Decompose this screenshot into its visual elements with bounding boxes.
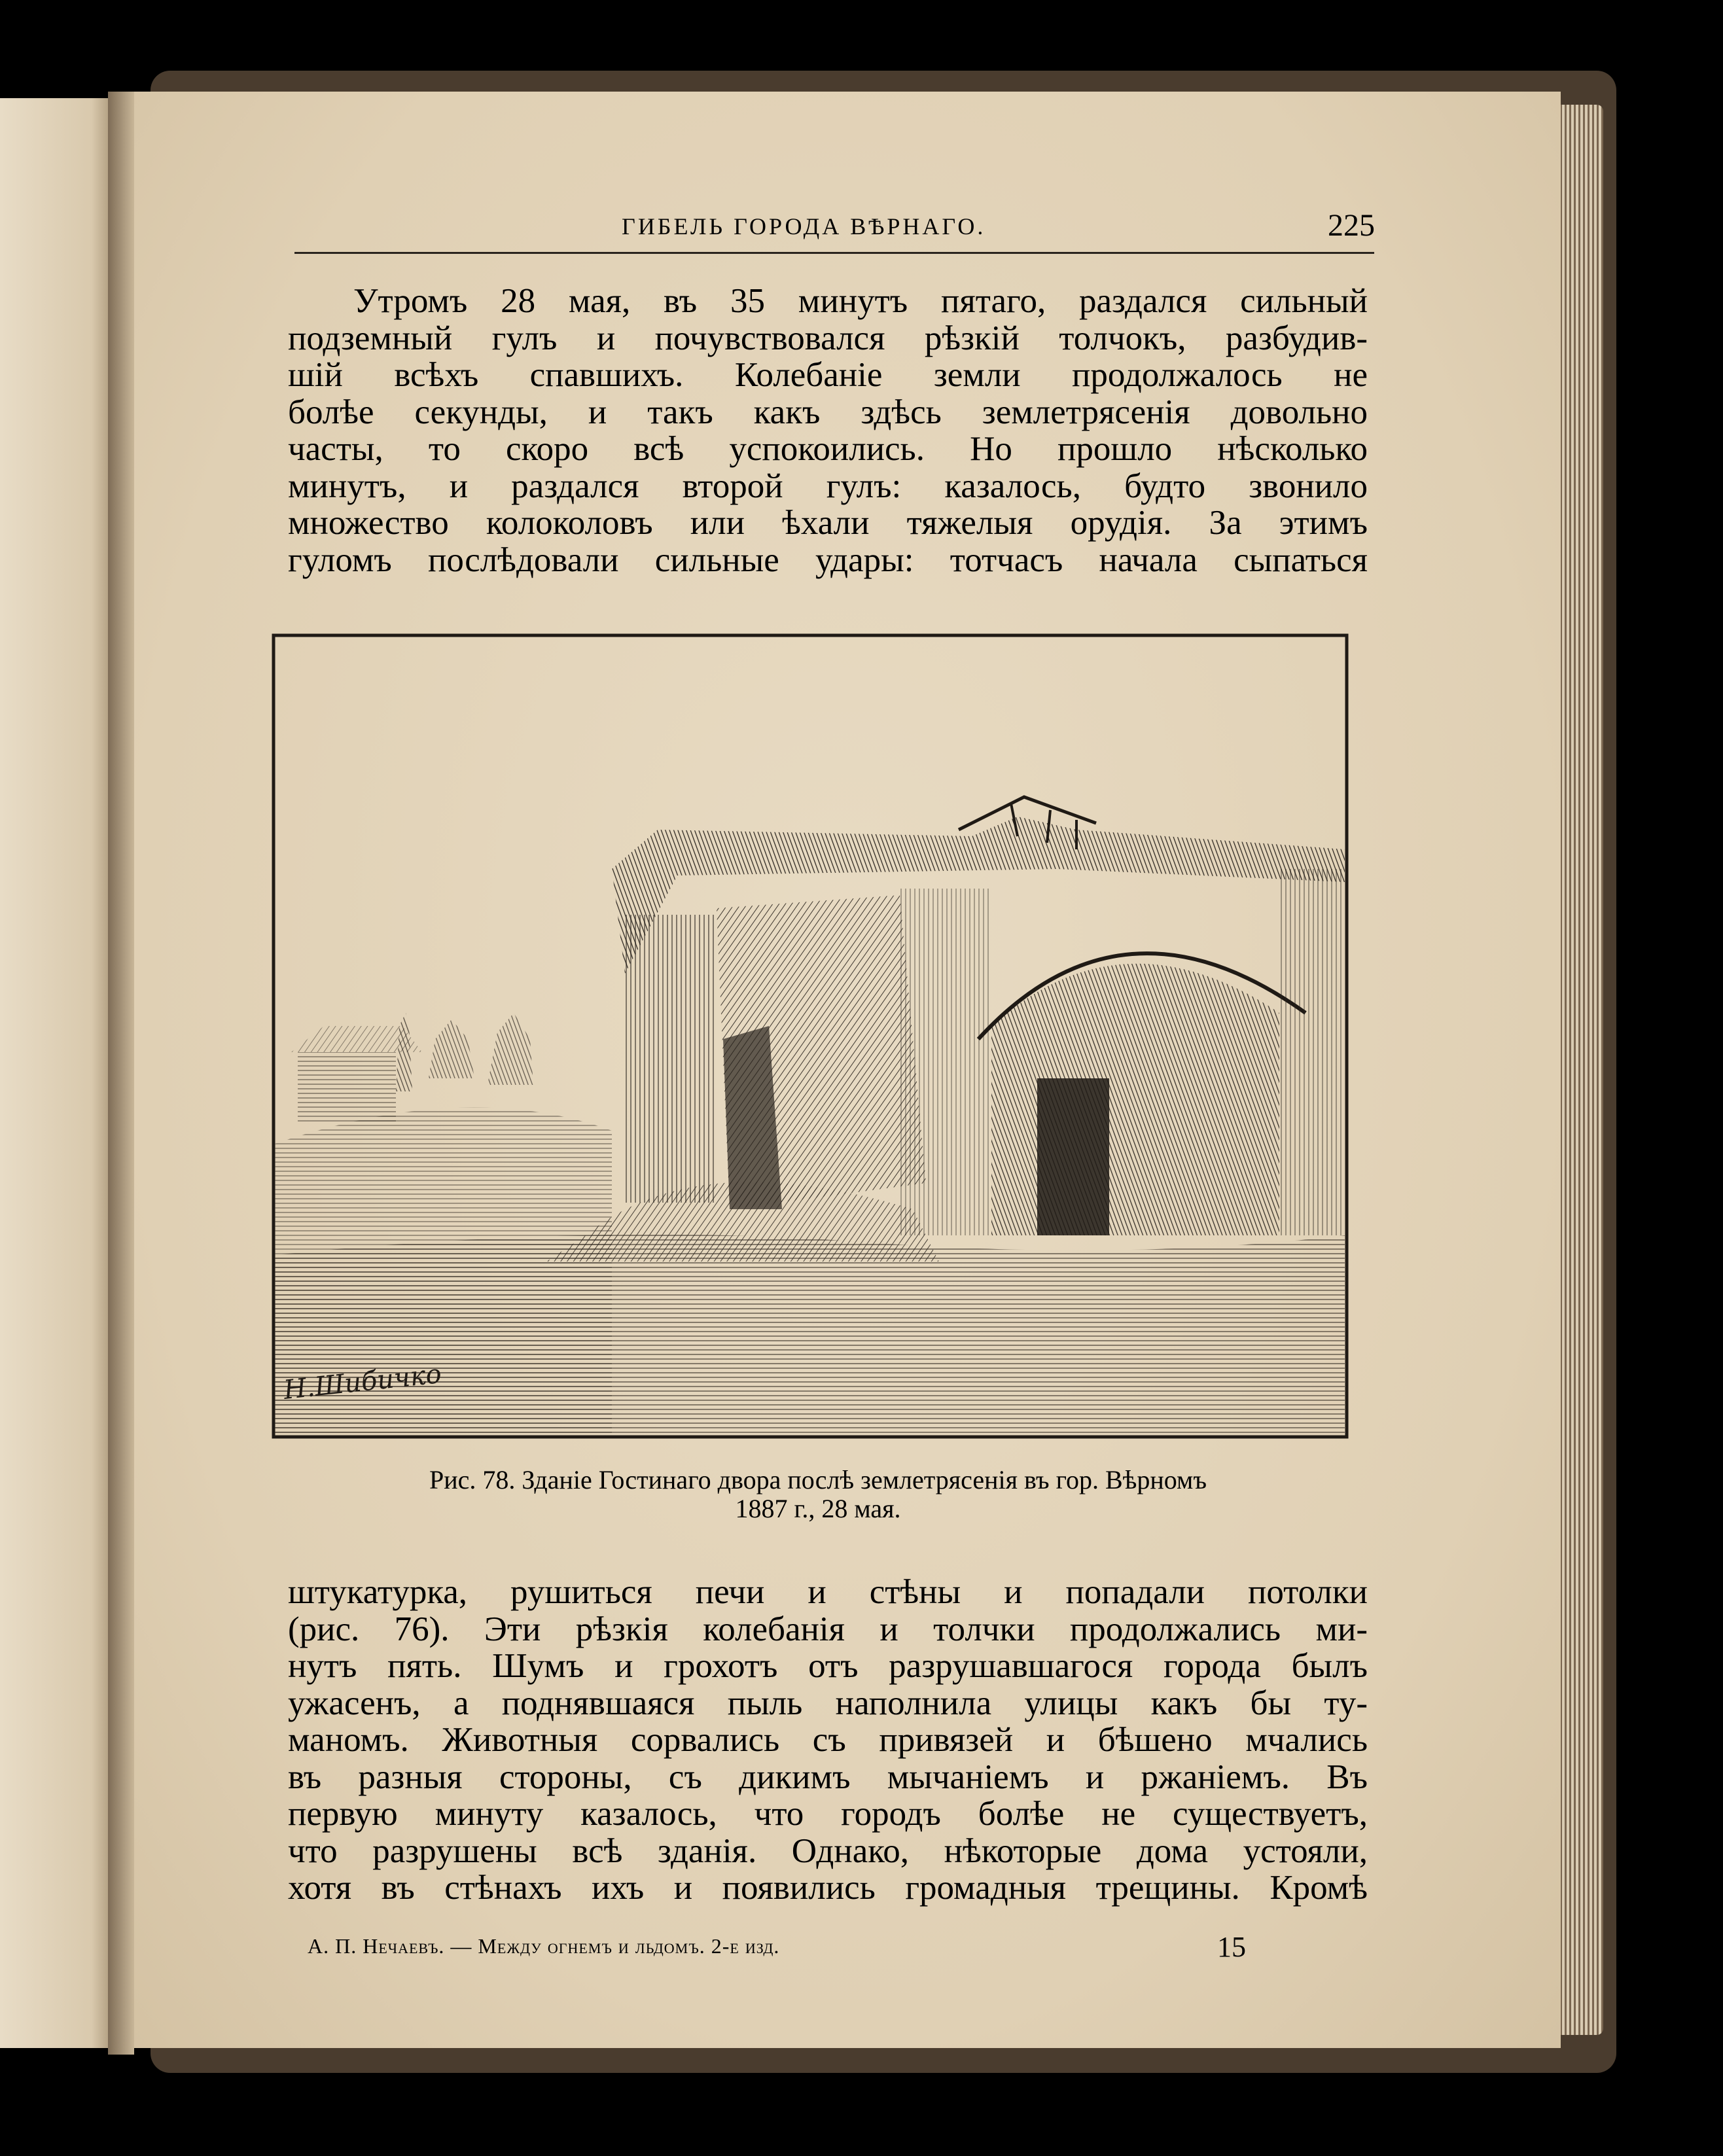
text-line: гуломъ послѣдовали сильные удары: тотчасъ начала сыпаться bbox=[288, 540, 1368, 579]
running-head-title: ГИБЕЛЬ ГОРОДА ВѢРНАГО. bbox=[622, 213, 986, 239]
text-line: въ разныя стороны, съ дикимъ мычаніемъ и ржаніемъ. Въ bbox=[288, 1758, 1368, 1796]
text-line: штукатурка, рушиться печи и стѣны и попадали потолки bbox=[288, 1573, 1368, 1611]
text-line: множество колоколовъ или ѣхали тяжелыя орудія. За этимъ bbox=[288, 504, 1368, 542]
gutter-shadow bbox=[108, 92, 134, 2055]
tree bbox=[396, 1013, 412, 1091]
paragraph-bottom bbox=[288, 1574, 1368, 1907]
text-line: Утромъ 28 мая, въ 35 минутъ пятаго, раздался сильный bbox=[353, 282, 1368, 320]
footer-book-title: А. П. Нечаевъ. — Между огнемъ и льдомъ. 2-е изд. bbox=[308, 1934, 780, 1958]
caption-line: Рис. 78. Зданіе Гостинаго двора послѣ землетрясенія въ гор. Вѣрномъ bbox=[429, 1465, 1207, 1494]
text-line: хотя въ стѣнахъ ихъ и появились громадныя трещины. Кромѣ bbox=[288, 1869, 1368, 1907]
page-number: 225 bbox=[1328, 208, 1375, 243]
text-line: маномъ. Животныя сорвались съ привязей и бѣшено мчались bbox=[288, 1721, 1368, 1759]
tree bbox=[488, 1013, 533, 1085]
foreground-ground bbox=[275, 1235, 1345, 1435]
running-head bbox=[294, 208, 1375, 254]
text-line: шій всѣхъ спавшихъ. Колебаніе земли продолжалось не bbox=[288, 356, 1368, 394]
right-pillar bbox=[1279, 869, 1345, 1235]
distant-house bbox=[298, 1052, 396, 1124]
page-edges bbox=[1557, 105, 1603, 2035]
text-line: часты, то скоро всѣ успокоились. Но прошло нѣсколько bbox=[288, 430, 1368, 468]
arched-opening bbox=[991, 964, 1279, 1235]
figure-caption bbox=[275, 1466, 1361, 1523]
pillar bbox=[900, 889, 991, 1235]
text-line: болѣе секунды, и такъ какъ здѣсь землетрясенія довольно bbox=[288, 393, 1368, 431]
left-page-edge bbox=[0, 98, 115, 2048]
tree bbox=[429, 1019, 474, 1078]
text-line: подземный гулъ и почувствовался рѣзкій толчокъ, разбудив- bbox=[288, 319, 1368, 357]
signature-mark: 15 bbox=[1217, 1931, 1246, 1963]
text-line: минутъ, и раздался второй гулъ: казалось, будто звонило bbox=[288, 467, 1368, 505]
paragraph-top bbox=[288, 283, 1368, 578]
caption-line: 1887 г., 28 мая. bbox=[735, 1494, 901, 1523]
text-line: что разрушены всѣ зданія. Однако, нѣкоторые дома устояли, bbox=[288, 1831, 1368, 1870]
text-line: (рис. 76). Эти рѣзкія колебанія и толчки продолжались ми- bbox=[288, 1610, 1368, 1648]
text-line: первую минуту казалось, что городъ болѣе не существуетъ, bbox=[288, 1795, 1368, 1833]
text-line: нутъ пять. Шумъ и грохотъ отъ разрушавшагося города былъ bbox=[288, 1647, 1368, 1685]
left-wall bbox=[625, 915, 717, 1203]
text-line: ужасенъ, а поднявшаяся пыль наполнила улицы какъ бы ту- bbox=[288, 1684, 1368, 1722]
dark-doorway bbox=[1037, 1078, 1109, 1235]
page-footer bbox=[308, 1930, 1246, 1963]
illustration-ruined-building bbox=[272, 633, 1358, 1445]
artist-signature: Н.Шибичко bbox=[282, 1358, 443, 1405]
